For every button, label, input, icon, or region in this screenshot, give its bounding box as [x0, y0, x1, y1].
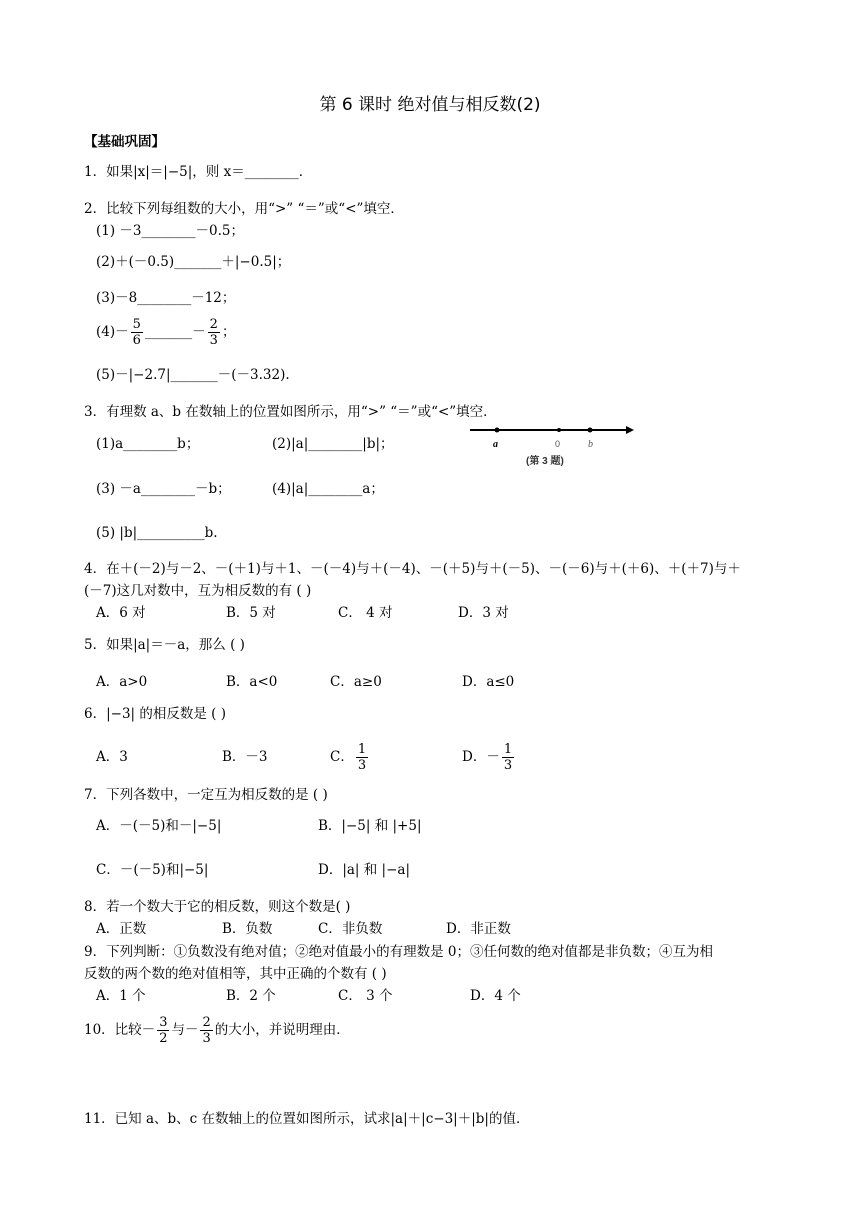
q6-option-a: A．3 — [96, 749, 128, 765]
question-2-part-2: (2)＋(－0.5)_______＋|−0.5|； — [96, 254, 291, 270]
figure-caption: (第 3 题) — [526, 456, 564, 467]
fraction-numerator: 2 — [202, 1015, 211, 1030]
fraction-denominator: 3 — [503, 758, 513, 773]
question-3-stem: 3．有理数 a、b 在数轴上的位置如图所示，用“>” “＝”或“<”填空． — [84, 404, 497, 420]
fraction-numerator: 3 — [159, 1015, 168, 1030]
q9-option-d: D．4 个 — [470, 988, 521, 1004]
number-line-figure — [466, 420, 636, 470]
question-3-part-4: (4)|a|________a； — [272, 481, 384, 497]
fraction-denominator: 2 — [159, 1031, 168, 1046]
question-10 — [84, 1010, 350, 1050]
q7-option-b: B．|−5| 和 |+5| — [318, 818, 422, 834]
q4-option-c: C． 4 对 — [338, 605, 393, 621]
q5-option-b: B．a<0 — [226, 674, 278, 690]
question-2-part-5: (5)－|−2.7|_______－(－3.32). — [96, 367, 290, 383]
q6-option-c — [330, 738, 370, 776]
fraction-1-3 — [356, 742, 368, 773]
question-6-stem: 6．|−3| 的相反数是 ( ) — [84, 706, 226, 722]
fraction-denominator: 3 — [209, 333, 218, 348]
q7-option-d: D．|a| 和 |−a| — [318, 862, 411, 878]
q8-option-c: C．非负数 — [318, 921, 383, 937]
q5-option-d: D．a≤0 — [462, 674, 515, 690]
fraction-numerator: 5 — [132, 317, 141, 332]
question-1: 1．如果|x|＝|−5|，则 x＝________． — [84, 164, 313, 180]
q4-option-a: A．6 对 — [96, 605, 146, 621]
question-2-part-3: (3)－8________－12； — [96, 290, 236, 306]
q6-option-d — [462, 738, 516, 776]
q7-option-a: A．－(－5)和－|−5| — [96, 818, 222, 834]
question-5-stem: 5．如果|a|＝－a，那么 ( ) — [84, 637, 245, 653]
q4-option-d: D．3 对 — [458, 605, 509, 621]
question-7-stem: 7．下列各数中，一定互为相反数的是 ( ) — [84, 787, 328, 803]
fraction-numerator: 2 — [209, 317, 218, 332]
fraction-3-2 — [157, 1015, 169, 1046]
label-a: a — [493, 439, 498, 450]
fraction-denominator: 3 — [357, 758, 367, 773]
q9-option-a: A．1 个 — [96, 988, 146, 1004]
question-3-part-3: (3) －a________－b； — [96, 481, 231, 497]
label-b: b — [588, 439, 593, 450]
fraction-denominator: 3 — [202, 1031, 211, 1046]
q10-end: 的大小，并说明理由． — [214, 1022, 350, 1038]
question-8-stem: 8．若一个数大于它的相反数，则这个数是( ) — [84, 899, 351, 915]
q9-option-b: B．2 个 — [226, 988, 276, 1004]
q4-option-b: B．5 对 — [226, 605, 276, 621]
q8-option-d: D．非正数 — [446, 921, 511, 937]
q10-prefix: 10．比较－ — [84, 1022, 156, 1038]
q8-option-a: A．正数 — [96, 921, 147, 937]
q10-mid: 与－ — [171, 1022, 199, 1038]
label-0: 0 — [555, 439, 561, 449]
q9-option-c: C． 3 个 — [338, 988, 393, 1004]
q2-p4-blank: _______－ — [144, 324, 206, 340]
fraction-numerator: 1 — [357, 742, 367, 757]
point-a — [495, 428, 500, 433]
fraction-5-6 — [131, 317, 143, 348]
page-title: 第 6 课时 绝对值与相反数(2) — [319, 95, 541, 115]
arrow-head-icon — [626, 426, 634, 434]
question-3-part-5: (5) |b|__________b. — [96, 525, 218, 541]
point-b — [588, 428, 593, 433]
question-9-line-1: 9．下列判断：①负数没有绝对值；②绝对值最小的有理数是 0；③任何数的绝对值都是非负数；④互为相 — [84, 944, 713, 960]
q5-option-c: C．a≥0 — [330, 674, 382, 690]
q6-option-d-label: D．－ — [462, 749, 500, 765]
q6-option-b: B．－3 — [222, 749, 268, 765]
fraction-2-3 — [208, 317, 220, 348]
question-2-part-4 — [96, 312, 235, 352]
question-4-line-1: 4．在＋(－2)与－2、－(＋1)与＋1、－(－4)与＋(－4)、－(＋5)与＋(－5)、－(－6)与＋(＋6)、＋(＋7)与＋ — [84, 561, 741, 577]
fraction-denominator: 6 — [132, 333, 141, 348]
question-11: 11．已知 a、b、c 在数轴上的位置如图所示，试求|a|＋|c−3|＋|b|的值． — [84, 1111, 530, 1127]
question-3-part-2: (2)|a|________|b|； — [272, 436, 394, 452]
fraction-2-3 — [200, 1015, 212, 1046]
q8-option-b: B．负数 — [222, 921, 273, 937]
section-heading: 【基础巩固】 — [84, 134, 165, 150]
question-2-stem: 2．比较下列每组数的大小，用“>” “＝”或“<”填空． — [84, 201, 404, 217]
q2-p4-prefix: (4)－ — [96, 324, 129, 340]
fraction-neg-1-3 — [502, 742, 514, 773]
number-line-svg — [466, 420, 636, 470]
question-2-part-1: (1) －3________－0.5； — [96, 223, 244, 239]
q5-option-a: A．a>0 — [96, 674, 148, 690]
q6-option-c-label: C． — [330, 749, 354, 765]
question-9-line-2: 反数的两个数的绝对值相等，其中正确的个数有 ( ) — [84, 966, 387, 982]
q7-option-c: C．－(－5)和|−5| — [96, 862, 209, 878]
q2-p4-end: ； — [221, 324, 236, 340]
point-0 — [557, 428, 561, 432]
question-3-part-1: (1)a________b； — [96, 436, 200, 452]
fraction-numerator: 1 — [503, 742, 513, 757]
question-4-line-2: (－7)这几对数中，互为相反数的有 ( ) — [84, 583, 312, 599]
